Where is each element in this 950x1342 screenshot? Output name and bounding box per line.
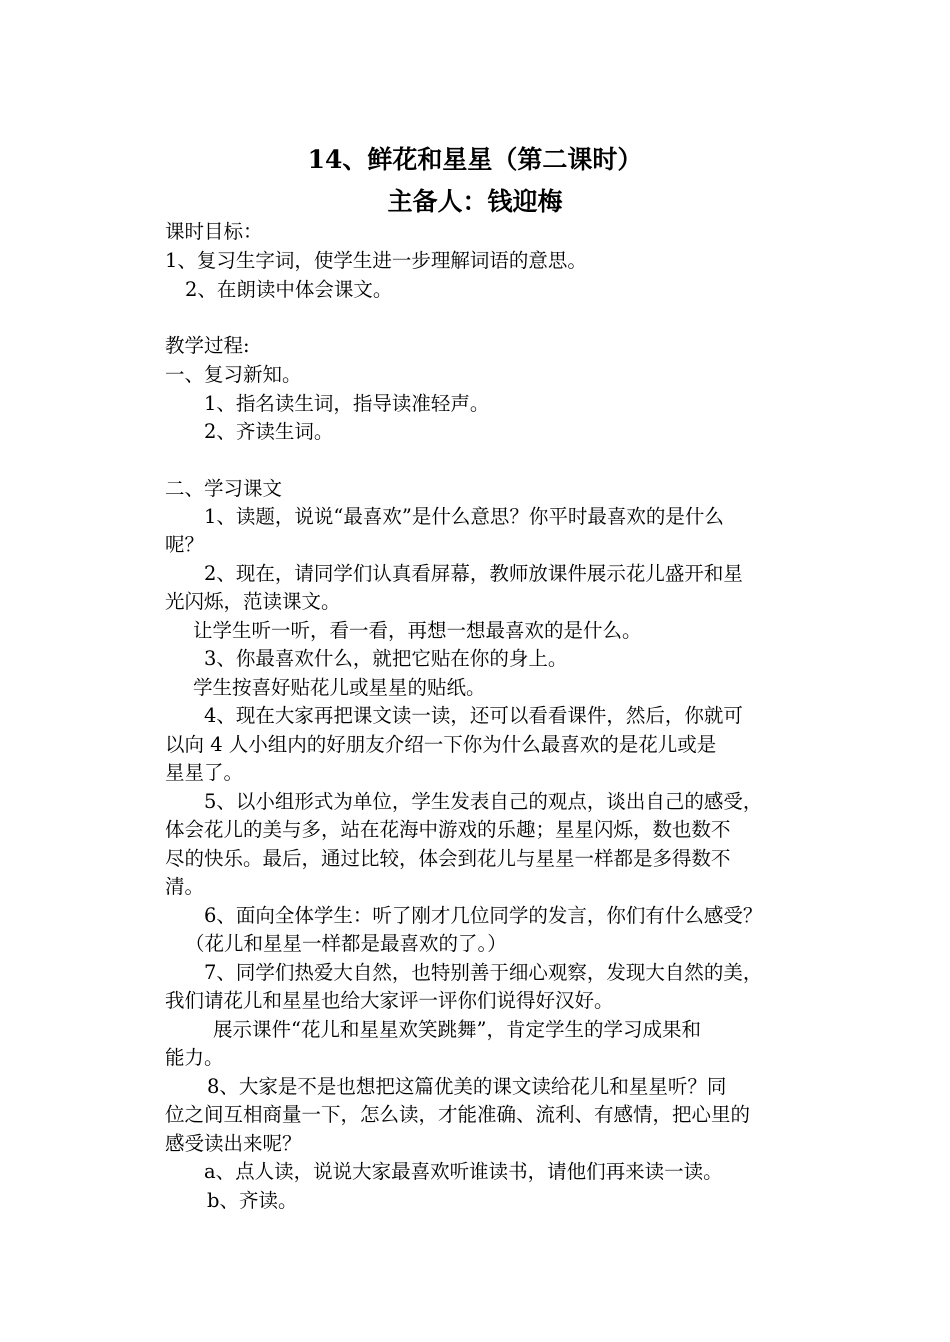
section-heading: 二、学习课文 — [165, 477, 283, 500]
body-line: 我们请花儿和星星也给大家评一评你们说得好汉好。 — [165, 989, 614, 1012]
body-line: 7、同学们热爱大自然，也特别善于细心观察，发现大自然的美， — [204, 961, 763, 984]
objectives-heading: 课时目标： — [165, 220, 263, 243]
body-line: a、点人读，说说大家最喜欢听谁读书，请他们再来读一读。 — [204, 1160, 723, 1183]
body-line: 学生按喜好贴花儿或星星的贴纸。 — [193, 676, 486, 699]
body-line: b、齐读。 — [207, 1189, 298, 1212]
body-line: 2、现在，请同学们认真看屏幕，教师放课件展示花儿盛开和星 — [204, 562, 743, 585]
section-item: 2、齐读生词。 — [204, 420, 334, 443]
body-line: 清。 — [165, 875, 205, 898]
objective-item: 2、在朗读中体会课文。 — [185, 278, 393, 301]
body-line: 光闪烁，范读课文。 — [165, 590, 341, 613]
body-line: 3、你最喜欢什么，就把它贴在你的身上。 — [204, 647, 568, 670]
body-line: 以向 4 人小组内的好朋友介绍一下你为什么最喜欢的是花儿或是 — [165, 733, 717, 756]
body-line: 5、以小组形式为单位，学生发表自己的观点，谈出自己的感受， — [204, 790, 763, 813]
body-line: 能力。 — [165, 1046, 224, 1069]
page-title: 14、鲜花和星星（第二课时） — [307, 145, 643, 174]
body-line: 体会花儿的美与多，站在花海中游戏的乐趣；星星闪烁，数也数不 — [165, 818, 731, 841]
body-line: 让学生听一听，看一看，再想一想最喜欢的是什么。 — [193, 619, 642, 642]
section-item: 1、指名读生词，指导读准轻声。 — [204, 392, 490, 415]
body-line: 感受读出来呢？ — [165, 1132, 302, 1155]
objective-item: 1、复习生字词，使学生进一步理解词语的意思。 — [165, 249, 587, 272]
author-line: 主备人：钱迎梅 — [387, 187, 563, 216]
body-line: 4、现在大家再把课文读一读，还可以看看课件，然后，你就可 — [204, 704, 743, 727]
body-line: 8、大家是不是也想把这篇优美的课文读给花儿和星星听？同 — [207, 1075, 727, 1098]
body-line: （花儿和星星一样都是最喜欢的了。） — [185, 932, 507, 955]
body-line: 呢？ — [165, 533, 205, 556]
body-line: 6、面向全体学生：听了刚才几位同学的发言，你们有什么感受？ — [204, 904, 763, 927]
body-line: 1、读题，说说“最喜欢”是什么意思？你平时最喜欢的是什么 — [204, 505, 724, 528]
body-line: 星星了。 — [165, 761, 244, 784]
body-line: 位之间互相商量一下，怎么读，才能准确、流利、有感情，把心里的 — [165, 1103, 751, 1126]
process-heading: 教学过程: — [165, 334, 250, 357]
section-heading: 一、复习新知。 — [165, 363, 302, 386]
body-line: 展示课件“花儿和星星欢笑跳舞”，肯定学生的学习成果和 — [213, 1018, 701, 1041]
body-line: 尽的快乐。最后，通过比较，体会到花儿与星星一样都是多得数不 — [165, 847, 731, 870]
